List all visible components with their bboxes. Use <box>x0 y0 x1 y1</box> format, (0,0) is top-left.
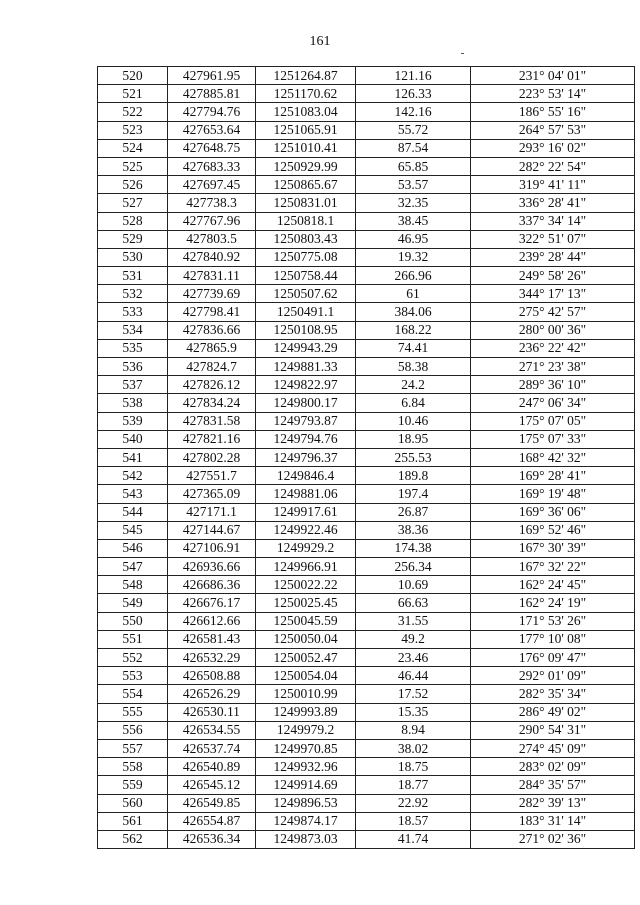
bearing-cell: 271° 02' 36" <box>471 830 635 848</box>
bearing-cell: 336° 28' 41" <box>471 194 635 212</box>
y-coordinate-cell: 1251170.62 <box>256 85 356 103</box>
table-row <box>98 721 635 739</box>
distance-cell: 23.46 <box>356 649 471 667</box>
point-number-cell: 542 <box>98 467 168 485</box>
point-number-cell: 549 <box>98 594 168 612</box>
y-coordinate-cell: 1250045.59 <box>256 612 356 630</box>
y-coordinate-cell: 1250865.67 <box>256 176 356 194</box>
point-number-cell: 525 <box>98 157 168 175</box>
y-coordinate-cell: 1249881.06 <box>256 485 356 503</box>
bearing-cell: 175° 07' 33" <box>471 430 635 448</box>
table-row <box>98 758 635 776</box>
table-row <box>98 85 635 103</box>
point-number-cell: 561 <box>98 812 168 830</box>
table-row <box>98 685 635 703</box>
table-row <box>98 139 635 157</box>
table-row <box>98 376 635 394</box>
x-coordinate-cell: 427802.28 <box>168 448 256 466</box>
distance-cell: 17.52 <box>356 685 471 703</box>
x-coordinate-cell: 426686.36 <box>168 576 256 594</box>
x-coordinate-cell: 427803.5 <box>168 230 256 248</box>
bearing-cell: 169° 19' 48" <box>471 485 635 503</box>
point-number-cell: 553 <box>98 667 168 685</box>
y-coordinate-cell: 1249873.03 <box>256 830 356 848</box>
distance-cell: 197.4 <box>356 485 471 503</box>
point-number-cell: 527 <box>98 194 168 212</box>
x-coordinate-cell: 426554.87 <box>168 812 256 830</box>
y-coordinate-cell: 1250775.08 <box>256 248 356 266</box>
distance-cell: 121.16 <box>356 67 471 85</box>
x-coordinate-cell: 427824.7 <box>168 358 256 376</box>
point-number-cell: 554 <box>98 685 168 703</box>
table-row <box>98 176 635 194</box>
point-number-cell: 562 <box>98 830 168 848</box>
x-coordinate-cell: 426581.43 <box>168 630 256 648</box>
table-row <box>98 267 635 285</box>
distance-cell: 31.55 <box>356 612 471 630</box>
x-coordinate-cell: 426526.29 <box>168 685 256 703</box>
bearing-cell: 275° 42' 57" <box>471 303 635 321</box>
bearing-cell: 284° 35' 57" <box>471 776 635 794</box>
x-coordinate-cell: 426530.11 <box>168 703 256 721</box>
point-number-cell: 539 <box>98 412 168 430</box>
distance-cell: 26.87 <box>356 503 471 521</box>
x-coordinate-cell: 427551.7 <box>168 467 256 485</box>
point-number-cell: 546 <box>98 539 168 557</box>
bearing-cell: 282° 22' 54" <box>471 157 635 175</box>
distance-cell: 15.35 <box>356 703 471 721</box>
y-coordinate-cell: 1250803.43 <box>256 230 356 248</box>
x-coordinate-cell: 426545.12 <box>168 776 256 794</box>
x-coordinate-cell: 427171.1 <box>168 503 256 521</box>
bearing-cell: 289° 36' 10" <box>471 376 635 394</box>
point-number-cell: 537 <box>98 376 168 394</box>
table-row <box>98 739 635 757</box>
y-coordinate-cell: 1250758.44 <box>256 267 356 285</box>
distance-cell: 49.2 <box>356 630 471 648</box>
point-number-cell: 536 <box>98 358 168 376</box>
y-coordinate-cell: 1249917.61 <box>256 503 356 521</box>
y-coordinate-cell: 1250050.04 <box>256 630 356 648</box>
bearing-cell: 344° 17' 13" <box>471 285 635 303</box>
y-coordinate-cell: 1251083.04 <box>256 103 356 121</box>
coordinates-table <box>97 66 635 849</box>
x-coordinate-cell: 427840.92 <box>168 248 256 266</box>
distance-cell: 66.63 <box>356 594 471 612</box>
y-coordinate-cell: 1250052.47 <box>256 649 356 667</box>
y-coordinate-cell: 1249822.97 <box>256 376 356 394</box>
x-coordinate-cell: 427739.69 <box>168 285 256 303</box>
y-coordinate-cell: 1249929.2 <box>256 539 356 557</box>
y-coordinate-cell: 1249796.37 <box>256 448 356 466</box>
distance-cell: 46.95 <box>356 230 471 248</box>
y-coordinate-cell: 1249874.17 <box>256 812 356 830</box>
table-row <box>98 485 635 503</box>
table-row <box>98 394 635 412</box>
y-coordinate-cell: 1251010.41 <box>256 139 356 157</box>
y-coordinate-cell: 1250010.99 <box>256 685 356 703</box>
table-row <box>98 194 635 212</box>
bearing-cell: 162° 24' 45" <box>471 576 635 594</box>
distance-cell: 266.96 <box>356 267 471 285</box>
table-row <box>98 612 635 630</box>
page-number: 161 <box>309 34 331 49</box>
point-number-cell: 557 <box>98 739 168 757</box>
x-coordinate-cell: 427767.96 <box>168 212 256 230</box>
bearing-cell: 223° 53' 14" <box>471 85 635 103</box>
distance-cell: 142.16 <box>356 103 471 121</box>
table-row <box>98 830 635 848</box>
bearing-cell: 271° 23' 38" <box>471 358 635 376</box>
bearing-cell: 292° 01' 09" <box>471 667 635 685</box>
coordinates-table-body <box>98 67 635 849</box>
x-coordinate-cell: 427826.12 <box>168 376 256 394</box>
bearing-cell: 167° 32' 22" <box>471 558 635 576</box>
bearing-cell: 176° 09' 47" <box>471 649 635 667</box>
distance-cell: 255.53 <box>356 448 471 466</box>
table-row <box>98 794 635 812</box>
table-row <box>98 121 635 139</box>
point-number-cell: 552 <box>98 649 168 667</box>
point-number-cell: 520 <box>98 67 168 85</box>
distance-cell: 53.57 <box>356 176 471 194</box>
table-row <box>98 412 635 430</box>
y-coordinate-cell: 1249846.4 <box>256 467 356 485</box>
y-coordinate-cell: 1249794.76 <box>256 430 356 448</box>
point-number-cell: 560 <box>98 794 168 812</box>
point-number-cell: 548 <box>98 576 168 594</box>
point-number-cell: 532 <box>98 285 168 303</box>
point-number-cell: 551 <box>98 630 168 648</box>
table-row <box>98 448 635 466</box>
x-coordinate-cell: 427831.58 <box>168 412 256 430</box>
table-row <box>98 157 635 175</box>
point-number-cell: 558 <box>98 758 168 776</box>
table-row <box>98 303 635 321</box>
table-row <box>98 539 635 557</box>
bearing-cell: 247° 06' 34" <box>471 394 635 412</box>
x-coordinate-cell: 426612.66 <box>168 612 256 630</box>
distance-cell: 32.35 <box>356 194 471 212</box>
y-coordinate-cell: 1249943.29 <box>256 339 356 357</box>
point-number-cell: 533 <box>98 303 168 321</box>
distance-cell: 65.85 <box>356 157 471 175</box>
distance-cell: 38.02 <box>356 739 471 757</box>
distance-cell: 18.77 <box>356 776 471 794</box>
x-coordinate-cell: 427794.76 <box>168 103 256 121</box>
y-coordinate-cell: 1249979.2 <box>256 721 356 739</box>
distance-cell: 41.74 <box>356 830 471 848</box>
point-number-cell: 528 <box>98 212 168 230</box>
point-number-cell: 540 <box>98 430 168 448</box>
point-number-cell: 529 <box>98 230 168 248</box>
table-row <box>98 667 635 685</box>
distance-cell: 6.84 <box>356 394 471 412</box>
x-coordinate-cell: 426534.55 <box>168 721 256 739</box>
x-coordinate-cell: 426536.34 <box>168 830 256 848</box>
table-row <box>98 285 635 303</box>
x-coordinate-cell: 427106.91 <box>168 539 256 557</box>
table-row <box>98 103 635 121</box>
point-number-cell: 556 <box>98 721 168 739</box>
bearing-cell: 280° 00' 36" <box>471 321 635 339</box>
distance-cell: 18.95 <box>356 430 471 448</box>
bearing-cell: 168° 42' 32" <box>471 448 635 466</box>
x-coordinate-cell: 426676.17 <box>168 594 256 612</box>
bearing-cell: 322° 51' 07" <box>471 230 635 248</box>
x-coordinate-cell: 427738.3 <box>168 194 256 212</box>
y-coordinate-cell: 1249793.87 <box>256 412 356 430</box>
point-number-cell: 530 <box>98 248 168 266</box>
x-coordinate-cell: 427831.11 <box>168 267 256 285</box>
y-coordinate-cell: 1251264.87 <box>256 67 356 85</box>
x-coordinate-cell: 427144.67 <box>168 521 256 539</box>
point-number-cell: 547 <box>98 558 168 576</box>
x-coordinate-cell: 427683.33 <box>168 157 256 175</box>
table-row <box>98 776 635 794</box>
distance-cell: 19.32 <box>356 248 471 266</box>
y-coordinate-cell: 1250054.04 <box>256 667 356 685</box>
x-coordinate-cell: 427648.75 <box>168 139 256 157</box>
bearing-cell: 183° 31' 14" <box>471 812 635 830</box>
distance-cell: 256.34 <box>356 558 471 576</box>
distance-cell: 58.38 <box>356 358 471 376</box>
point-number-cell: 538 <box>98 394 168 412</box>
x-coordinate-cell: 427365.09 <box>168 485 256 503</box>
bearing-cell: 337° 34' 14" <box>471 212 635 230</box>
bearing-cell: 239° 28' 44" <box>471 248 635 266</box>
table-row <box>98 558 635 576</box>
table-row <box>98 703 635 721</box>
y-coordinate-cell: 1249993.89 <box>256 703 356 721</box>
bearing-cell: 186° 55' 16" <box>471 103 635 121</box>
x-coordinate-cell: 427821.16 <box>168 430 256 448</box>
y-coordinate-cell: 1250831.01 <box>256 194 356 212</box>
x-coordinate-cell: 427653.64 <box>168 121 256 139</box>
table-row <box>98 630 635 648</box>
table-row <box>98 503 635 521</box>
distance-cell: 8.94 <box>356 721 471 739</box>
bearing-cell: 169° 28' 41" <box>471 467 635 485</box>
table-row <box>98 67 635 85</box>
x-coordinate-cell: 427834.24 <box>168 394 256 412</box>
x-coordinate-cell: 426532.29 <box>168 649 256 667</box>
y-coordinate-cell: 1249896.53 <box>256 794 356 812</box>
table-row <box>98 212 635 230</box>
x-coordinate-cell: 426508.88 <box>168 667 256 685</box>
y-coordinate-cell: 1249914.69 <box>256 776 356 794</box>
bearing-cell: 167° 30' 39" <box>471 539 635 557</box>
point-number-cell: 523 <box>98 121 168 139</box>
y-coordinate-cell: 1250507.62 <box>256 285 356 303</box>
bearing-cell: 169° 36' 06" <box>471 503 635 521</box>
table-row <box>98 339 635 357</box>
bearing-cell: 249° 58' 26" <box>471 267 635 285</box>
point-number-cell: 555 <box>98 703 168 721</box>
distance-cell: 74.41 <box>356 339 471 357</box>
table-row <box>98 594 635 612</box>
y-coordinate-cell: 1250491.1 <box>256 303 356 321</box>
point-number-cell: 526 <box>98 176 168 194</box>
distance-cell: 126.33 <box>356 85 471 103</box>
bearing-cell: 274° 45' 09" <box>471 739 635 757</box>
y-coordinate-cell: 1249966.91 <box>256 558 356 576</box>
distance-cell: 189.8 <box>356 467 471 485</box>
distance-cell: 18.57 <box>356 812 471 830</box>
bearing-cell: 231° 04' 01" <box>471 67 635 85</box>
point-number-cell: 521 <box>98 85 168 103</box>
distance-cell: 55.72 <box>356 121 471 139</box>
x-coordinate-cell: 426936.66 <box>168 558 256 576</box>
point-number-cell: 522 <box>98 103 168 121</box>
bearing-cell: 293° 16' 02" <box>471 139 635 157</box>
distance-cell: 46.44 <box>356 667 471 685</box>
y-coordinate-cell: 1250025.45 <box>256 594 356 612</box>
x-coordinate-cell: 427865.9 <box>168 339 256 357</box>
bearing-cell: 177° 10' 08" <box>471 630 635 648</box>
table-row <box>98 358 635 376</box>
bearing-cell: 282° 35' 34" <box>471 685 635 703</box>
distance-cell: 18.75 <box>356 758 471 776</box>
point-number-cell: 535 <box>98 339 168 357</box>
y-coordinate-cell: 1249922.46 <box>256 521 356 539</box>
table-row <box>98 321 635 339</box>
y-coordinate-cell: 1250929.99 <box>256 157 356 175</box>
bearing-cell: 162° 24' 19" <box>471 594 635 612</box>
bearing-cell: 264° 57' 53" <box>471 121 635 139</box>
bearing-cell: 169° 52' 46" <box>471 521 635 539</box>
x-coordinate-cell: 426540.89 <box>168 758 256 776</box>
distance-cell: 174.38 <box>356 539 471 557</box>
table-row <box>98 521 635 539</box>
point-number-cell: 544 <box>98 503 168 521</box>
distance-cell: 22.92 <box>356 794 471 812</box>
y-coordinate-cell: 1251065.91 <box>256 121 356 139</box>
point-number-cell: 534 <box>98 321 168 339</box>
point-number-cell: 541 <box>98 448 168 466</box>
y-coordinate-cell: 1249932.96 <box>256 758 356 776</box>
bearing-cell: 282° 39' 13" <box>471 794 635 812</box>
x-coordinate-cell: 427961.95 <box>168 67 256 85</box>
table-row <box>98 248 635 266</box>
bearing-cell: 319° 41' 11" <box>471 176 635 194</box>
distance-cell: 87.54 <box>356 139 471 157</box>
x-coordinate-cell: 426549.85 <box>168 794 256 812</box>
point-number-cell: 559 <box>98 776 168 794</box>
table-row <box>98 649 635 667</box>
point-number-cell: 543 <box>98 485 168 503</box>
y-coordinate-cell: 1250022.22 <box>256 576 356 594</box>
x-coordinate-cell: 427885.81 <box>168 85 256 103</box>
distance-cell: 168.22 <box>356 321 471 339</box>
bearing-cell: 175° 07' 05" <box>471 412 635 430</box>
table-row <box>98 812 635 830</box>
x-coordinate-cell: 427697.45 <box>168 176 256 194</box>
x-coordinate-cell: 426537.74 <box>168 739 256 757</box>
bearing-cell: 286° 49' 02" <box>471 703 635 721</box>
point-number-cell: 545 <box>98 521 168 539</box>
bearing-cell: 171° 53' 26" <box>471 612 635 630</box>
x-coordinate-cell: 427798.41 <box>168 303 256 321</box>
bearing-cell: 236° 22' 42" <box>471 339 635 357</box>
y-coordinate-cell: 1250818.1 <box>256 212 356 230</box>
y-coordinate-cell: 1250108.95 <box>256 321 356 339</box>
point-number-cell: 550 <box>98 612 168 630</box>
table-row <box>98 430 635 448</box>
y-coordinate-cell: 1249881.33 <box>256 358 356 376</box>
scan-mark <box>461 53 464 54</box>
y-coordinate-cell: 1249800.17 <box>256 394 356 412</box>
table-row <box>98 230 635 248</box>
distance-cell: 38.45 <box>356 212 471 230</box>
bearing-cell: 283° 02' 09" <box>471 758 635 776</box>
distance-cell: 10.69 <box>356 576 471 594</box>
distance-cell: 24.2 <box>356 376 471 394</box>
distance-cell: 61 <box>356 285 471 303</box>
y-coordinate-cell: 1249970.85 <box>256 739 356 757</box>
point-number-cell: 531 <box>98 267 168 285</box>
point-number-cell: 524 <box>98 139 168 157</box>
table-row <box>98 576 635 594</box>
x-coordinate-cell: 427836.66 <box>168 321 256 339</box>
table-row <box>98 467 635 485</box>
distance-cell: 384.06 <box>356 303 471 321</box>
distance-cell: 38.36 <box>356 521 471 539</box>
bearing-cell: 290° 54' 31" <box>471 721 635 739</box>
distance-cell: 10.46 <box>356 412 471 430</box>
